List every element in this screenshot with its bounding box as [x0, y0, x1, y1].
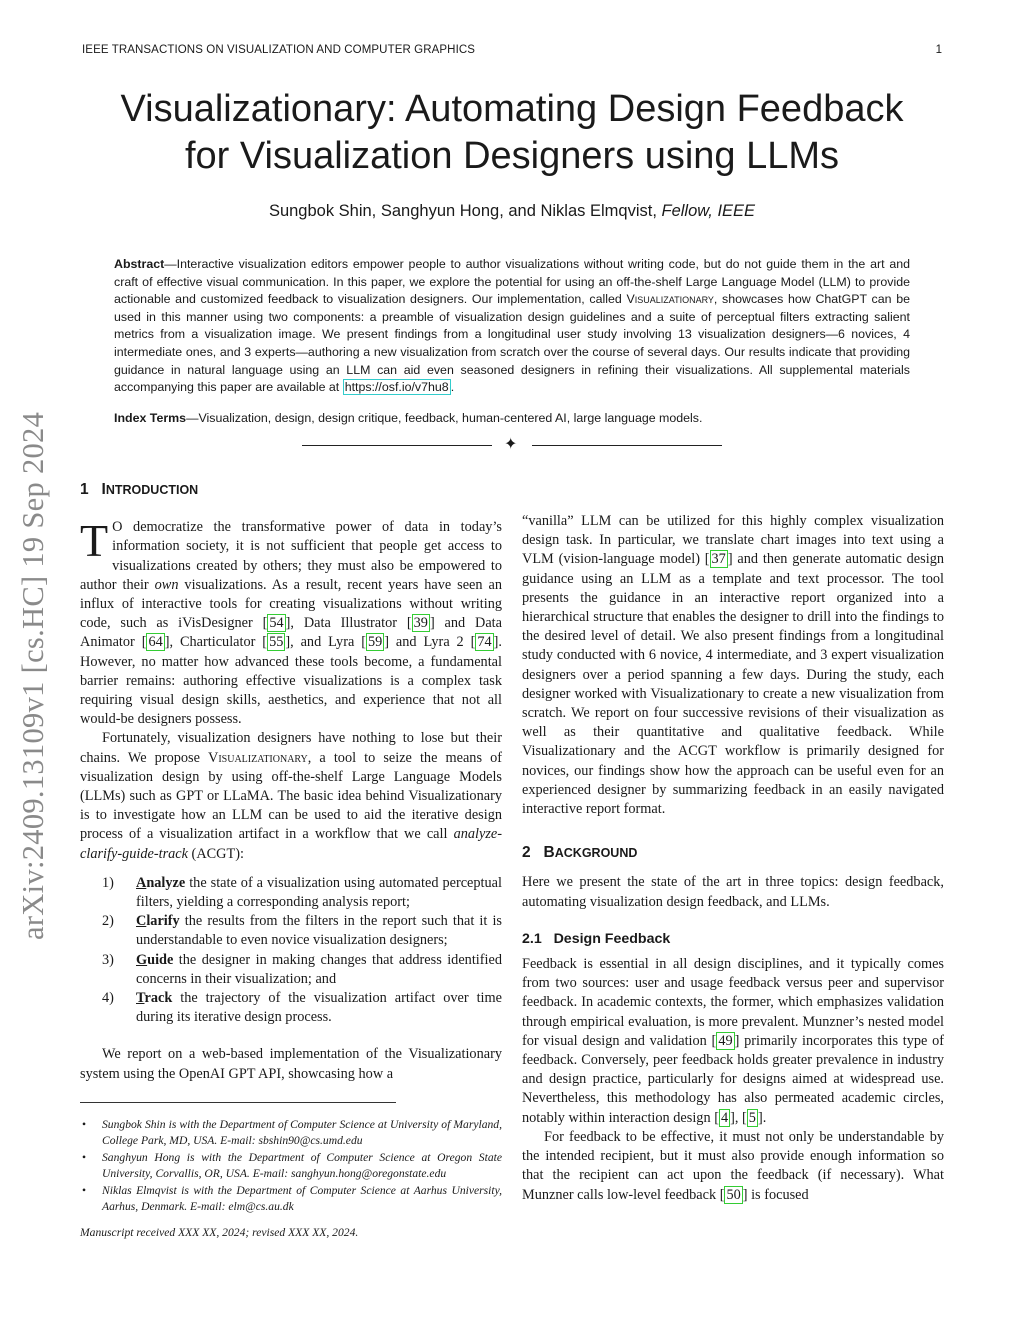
- step-initial: C: [136, 913, 147, 930]
- section-title-initial: I: [101, 481, 106, 498]
- section-title-rest: NTRODUCTION: [105, 483, 199, 497]
- step-initial: T: [136, 990, 145, 1007]
- intro-continuation: “vanilla” LLM can be utilized for this highly complex visualization design task. In particular, we translate chart images into text using a VLM (vision-language model) [ 37 ] and then generate automatic design guidance using an LLM as a template and text processor. The tool presents the guidance in an interactive report organized into a hierarchical structure that enables the designer to drill into the findings to the desired level of detail. We also present findings from a longitudinal study conducted with 6 novice, 4 intermediate, and 3 expert visualization designers over a period spanning a few days. During the study, each designer worked with Visualizationary to create a new visualization from scratch. We report on four successive revisions of their visualization as well as their quantitative and qualitative feedback. While Visualizationary and the ACGT workflow is primarily designed for novices, our findings show how the approach can be useful even for an experienced designer by summarizing feedback in an easily navigated interactive report format.: [522, 513, 944, 818]
- title-line-1: Visualizationary: Automating Design Feedback: [120, 88, 904, 130]
- acgt-step: [80, 989, 502, 1027]
- section-title-initial: B: [543, 844, 555, 862]
- p1-text-c: , Data Illustrator: [290, 615, 407, 632]
- p2-text-a: Fortunately, visualization designers have nothing to lose but their chains. We propose: [80, 730, 502, 766]
- citation-link[interactable]: 50: [726, 1186, 741, 1203]
- step-verb: rack: [144, 990, 173, 1007]
- index-terms-label: Index Terms: [114, 411, 187, 425]
- intro-paragraph-2: [80, 729, 502, 863]
- footnote-bullet-icon: •: [82, 1118, 87, 1131]
- footnote-bullet-icon: •: [82, 1151, 87, 1165]
- acgt-list: [80, 874, 502, 1028]
- df-text-a: Feedback is essential in all design disciplines, and it typically comes from two sources: user and usage feedback versus peer and supervisor feedback. In academic contexts, the former, which emphasizes validation through empirical evaluation, is more prevalent. Munzner’s nested model for visual design and validation: [522, 956, 944, 1049]
- intro-paragraph-3: We report on a web-based implementation of the Visualizationary system using the OpenAI GPT API, showcasing how a: [80, 1046, 502, 1082]
- right-column: [522, 512, 944, 1205]
- footnote-text: Sanghyun Hong is with the Department of Computer Science at Oregon State University, Corvallis, OR, USA. E-mail: sanghyun.hong@oregonstate.edu: [102, 1151, 502, 1180]
- df2-text-b: is focused: [747, 1186, 809, 1203]
- author-list: [82, 202, 942, 221]
- cont-text-b: and then generate automatic design guidance using an LLM as a template and text processor. The tool presents the guidance in an interactive report organized into a hierarchical structure that enables the designer to drill into the findings to the desired level of detail. We also present findings from a longitudinal study conducted with 6 novice, 4 intermediate, and 3 expert visualization designers over a period spanning a few days. During the study, each designer worked with Visualizationary to create a new visualization from scratch. We report on four successive revisions of their visualization as well as their quantitative and qualitative feedback. While Visualizationary and the ACGT workflow is primarily designed for novices, our findings show how the approach can be useful even for an experienced designer by summarizing feedback in an easily navigated interactive report format.: [522, 551, 944, 818]
- footnote-item: [80, 1150, 502, 1181]
- p2-text-b: , a tool to seize the means of visualization design by using off-the-shelf Large Language Models (LLMs) such as GPT or LLaMA. The basic idea behind Visualizationary is to investigate how an LLM can be used to aid the iterative design process of a visualization artifact in a workflow that we call: [80, 749, 502, 843]
- footnote-rule: [80, 1102, 396, 1103]
- p1-text-a: O democratize the transformative power of data in today’s information society, it is not sufficient that people get access to visualizations created by others; they must also be empowered to author their: [80, 519, 502, 593]
- title-line-2: for Visualization Designers using LLMs: [184, 135, 840, 177]
- df-text-d: .: [762, 1109, 767, 1126]
- drop-cap: T: [80, 515, 109, 567]
- footnote-text: Niklas Elmqvist is with the Department of Computer Science at Aarhus University, Aarhus, Denmark. E-mail: elm@cs.au.dk: [102, 1184, 502, 1213]
- design-feedback-paragraph-2: For feedback to be effective, it must not only be understandable by the intended recipient, but it must also provide enough information so that the recipient can act upon the feedback (if necessary). What Munzner calls low-level feedback [ 50 ] is focused: [522, 1128, 944, 1203]
- page-number: 1: [935, 44, 942, 56]
- acgt-step: [80, 951, 502, 989]
- acgt-step: [80, 874, 502, 912]
- acgt-term: analyze-clarify-guide-track: [80, 826, 502, 862]
- citation-link[interactable]: 37: [711, 551, 726, 568]
- author-names: Sungbok Shin, Sanghyun Hong, and Niklas Elmqvist,: [268, 202, 657, 220]
- step-initial: A: [136, 874, 147, 891]
- p2-text-c: (ACGT):: [187, 845, 244, 862]
- subsection-heading-design-feedback: [522, 930, 944, 949]
- step-number: 3): [102, 951, 114, 968]
- system-name: Visualizationary: [208, 749, 308, 766]
- citation-link[interactable]: 64: [148, 634, 163, 651]
- section-divider: [302, 436, 722, 456]
- citation-link[interactable]: 39: [413, 615, 428, 632]
- step-number: 4): [102, 990, 114, 1007]
- divider-rule-left: [302, 445, 492, 446]
- index-terms-text: —Visualization, design, design critique, feedback, human-centered AI, large language models.: [186, 411, 703, 425]
- step-text: the trajectory of the visualization artifact over time during its iterative design process.: [136, 990, 502, 1026]
- step-text: the results from the filters in the report such that it is understandable to even novice visualization designers;: [136, 913, 502, 949]
- abstract-end: .: [450, 380, 455, 395]
- cont-text-a: “vanilla” LLM can be utilized for this highly complex visualization design task. In particular, we translate chart images into text using a VLM (vision-language model): [522, 513, 944, 568]
- index-terms: [114, 410, 910, 428]
- footnotes: [80, 1102, 502, 1240]
- step-number: 2): [102, 913, 114, 930]
- section-heading-background: [522, 843, 944, 863]
- citation-link[interactable]: 74: [477, 634, 492, 651]
- df-text-b: primarily incorporates this type of feedback. Conversely, peer feedback holds greater prevalence in industry and design practice, particularly for designs aimed at widespread use. Nevertheless, this methodology has also permeated academic circles, notably within interaction design: [522, 1032, 944, 1126]
- df-text-c: ,: [734, 1109, 743, 1126]
- p1-text-h: . However, no matter how advanced these tools become, a fundamental barrier remains: authoring effective visualizations is a complex task requiring visual design skills, aesthetics, and experience that not all would-be designers possess.: [80, 634, 502, 728]
- subsection-title: Design Feedback: [553, 930, 671, 947]
- manuscript-note: Manuscript received XXX XX, 2024; revised XXX XX, 2024.: [80, 1225, 359, 1239]
- abstract-text-cont: , showcases how ChatGPT can be used in this manner using two components: a preamble of visualization design guidelines and a suite of perceptual filters extracting salient metrics from a visualization image. We present findings from a longitudinal user study involving 13 visualization designers—6 novices, 4 intermediate ones, and 3 experts—authoring a new visualization from scratch over the course of several days. Our results indicate that providing guidance in natural language using an LLM can aid even seasoned designers in refining their visualizations. All supplemental materials accompanying this paper are available at: [114, 292, 910, 395]
- df2-text-a: For feedback to be effective, it must not only be understandable by the intended recipient, but it must also provide enough information so that the recipient can act upon the feedback (if necessary). What Munzner calls low-level feedback: [522, 1128, 944, 1203]
- running-header: IEEE TRANSACTIONS ON VISUALIZATION AND COMPUTER GRAPHICS: [82, 44, 476, 56]
- step-verb: uide: [147, 951, 174, 968]
- citation-link[interactable]: 5: [748, 1109, 756, 1126]
- citation-link[interactable]: 4: [720, 1109, 729, 1126]
- footnote-bullet-icon: •: [82, 1184, 87, 1198]
- p1-text-f: , and Lyra: [290, 634, 362, 651]
- background-intro: Here we present the state of the art in three topics: design feedback, automating visualization design feedback, and LLMs.: [522, 874, 944, 910]
- section-number: 2: [522, 844, 531, 862]
- section-heading-introduction: [80, 480, 502, 500]
- section-title-rest: ACKGROUND: [554, 846, 638, 861]
- step-number: 1): [102, 874, 114, 891]
- section-number: 1: [80, 481, 89, 498]
- step-text: the state of a visualization using automated perceptual filters, yielding a corresponding analysis report;: [136, 874, 502, 911]
- arxiv-stamp: arXiv:2409.13109v1 [cs.HC] 19 Sep 2024: [16, 411, 50, 940]
- citation-link[interactable]: 55: [269, 634, 284, 651]
- p1-text-g: and Lyra 2: [389, 634, 471, 651]
- footnote-text: Sungbok Shin is with the Department of Computer Science at University of Maryland, College Park, MD, USA. E-mail: sbshin90@cs.umd.edu: [102, 1118, 502, 1147]
- p1-own: own: [154, 576, 179, 593]
- author-fellow: Fellow, IEEE: [661, 202, 756, 220]
- system-name: Visualizationary: [626, 292, 714, 307]
- abstract: [114, 256, 910, 397]
- footnote-item: [80, 1183, 502, 1214]
- left-column: [80, 480, 502, 1084]
- p1-text-b: visualizations. As a result, recent years have seen an influx of interactive tools for creating visualizations without writing code, such as iVisDesigner: [80, 576, 502, 632]
- subsection-number: 2.1: [522, 930, 542, 947]
- step-initial: G: [136, 951, 148, 968]
- paper-title: [82, 86, 942, 180]
- step-verb: larify: [146, 913, 180, 930]
- supplemental-link[interactable]: https://osf.io/v7hu8: [344, 380, 449, 395]
- acgt-step: [80, 912, 502, 950]
- citation-link[interactable]: 49: [718, 1032, 733, 1049]
- p1-text-e: , Charticulator: [169, 634, 263, 651]
- citation-link[interactable]: 54: [269, 615, 284, 632]
- footnote-item: [80, 1117, 502, 1148]
- divider-rule-right: [532, 445, 722, 446]
- design-feedback-paragraph-1: Feedback is essential in all design disciplines, and it typically comes from two sources: user and usage feedback versus peer and supervisor feedback. In academic contexts, the former, which emphasizes validation through empirical evaluation, is more prevalent. Munzner’s nested model for visual design and validation [ 49 ] primarily incorporates this type of feedback. Conversely, peer feedback holds greater prevalence in industry and design practice, particularly for designs aimed at widespread use. Nevertheless, this methodology has also permeated academic circles, notably within interaction design [ 4 ], [ 5 ].: [522, 956, 944, 1126]
- citation-link[interactable]: 59: [367, 634, 383, 651]
- abstract-label: Abstract: [114, 257, 165, 271]
- step-text: the designer in making changes that address identified concerns in their visualization; and: [136, 951, 502, 987]
- intro-paragraph-1: T O democratize the transformative power of data in today’s information society, it is not sufficient that people get access to visualizations created by others; they must also be empowered to author their own visualizations. As a result, recent years have seen an influx of interactive tools for creating visualizations without writing code, such as iVisDesigner [ 54 ], Data Illustrator [ 39 ] and Data Animator [ 64 ], Charticulator [ 55 ], and Lyra [ 59 ] and Lyra 2 [ 74 ]. However, no matter how advanced these tools become, a fundamental barrier remains: authoring effective visualizations is a complex task requiring visual design skills, aesthetics, and experience that not all would-be designers possess.: [80, 515, 502, 728]
- step-verb: nalyze: [146, 874, 186, 891]
- p1-text-d: and Data Animator: [80, 615, 502, 651]
- abstract-text: —Interactive visualization editors empower people to author visualizations without writing code, but do not guide them in the art and craft of effective visual communication. In this paper, we explore the potential for using an off-the-shelf Large Language Model (LLM) to provide actionable and customized feedback to visualization designers. Our implementation, called: [114, 257, 910, 307]
- divider-ornament-icon: ✦: [504, 436, 518, 453]
